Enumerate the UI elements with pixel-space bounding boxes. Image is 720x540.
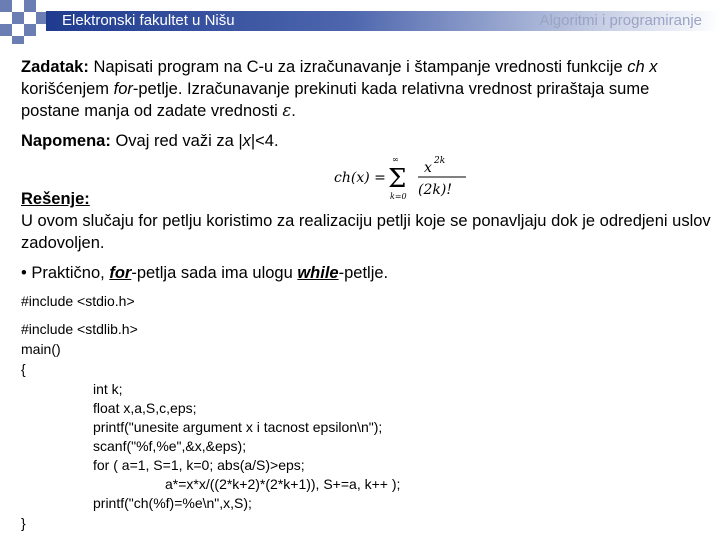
code-line-4: {	[21, 361, 26, 377]
bullet-text-3: -petlje.	[338, 264, 389, 282]
solution-block	[21, 188, 711, 284]
code-line-9: for ( a=1, S=1, k=0; abs(a/S)>eps;	[93, 457, 305, 473]
task-text-2: korišćenjem	[21, 80, 114, 98]
formula-lhs: ch(x) =	[334, 170, 386, 186]
code-line-8: scanf("%f,%e",&x,&eps);	[93, 438, 247, 454]
epsilon-symbol: ε	[282, 101, 292, 120]
task-text-3: -petlje. Izračunavanje prekinuti kada relativna vrednost priraštaja sume postane manja od zadate vrednosti	[21, 80, 650, 120]
bullet-marker: •	[21, 264, 27, 282]
formula-denominator: (2k)!	[418, 182, 452, 198]
header-course-title: Algoritmi i programiranje	[539, 12, 702, 29]
solution-label: Rešenje:	[21, 190, 90, 208]
code-line-2: #include <stdlib.h>	[21, 321, 138, 337]
task-paragraph	[21, 56, 711, 122]
code-line-1: #include <stdio.h>	[21, 293, 135, 309]
note-text-2: |<4.	[250, 132, 279, 150]
code-line-7: printf("unesite argument x i tacnost epsilon\n");	[93, 419, 383, 435]
code-line-5: int k;	[93, 381, 123, 397]
code-line-11: printf("ch(%f)=%e\n",x,S);	[93, 495, 252, 511]
note-paragraph	[21, 130, 711, 152]
note-label: Napomena:	[21, 132, 111, 150]
code-line-12: }	[21, 515, 26, 531]
code-line-10: a*=x*x/((2*k+2)*(2*k+1)), S+=a, k++ );	[165, 476, 401, 492]
code-line-3: main()	[21, 341, 61, 357]
task-label: Zadatak:	[21, 58, 89, 76]
task-text-1: Napisati program na C-u za izračunavanje i štampanje vrednosti funkcije	[88, 58, 623, 76]
sum-upper-limit: ∞	[392, 155, 399, 164]
while-keyword-emphasis: while	[297, 264, 339, 282]
sum-symbol: Σ	[388, 164, 407, 194]
bullet-text-2: -petlja sada ima ulogu	[131, 264, 298, 282]
sum-lower-limit: k=0	[390, 192, 407, 201]
solution-paragraph	[21, 188, 711, 254]
solution-text: U ovom slučaju for petlju koristimo za realizaciju petlji koje se ponavljaju dok je odredjeni uslov zadovoljen.	[21, 212, 711, 252]
note-text-1: Ovaj red važi za |	[110, 132, 243, 150]
task-text-4: .	[291, 102, 296, 120]
code-line-6: float x,a,S,c,eps;	[93, 400, 197, 416]
slide-content	[21, 56, 711, 152]
bullet-paragraph	[21, 262, 711, 284]
formula-numerator: x	[424, 160, 432, 176]
note-variable: x	[242, 132, 251, 150]
formula-exponent: 2k	[434, 156, 446, 166]
function-name: ch x	[627, 58, 658, 76]
bullet-text-1: Praktično,	[26, 264, 110, 282]
for-keyword: for	[113, 80, 133, 98]
for-keyword-emphasis: for	[109, 264, 132, 282]
header-faculty-title: Elektronski fakultet u Nišu	[62, 12, 235, 29]
